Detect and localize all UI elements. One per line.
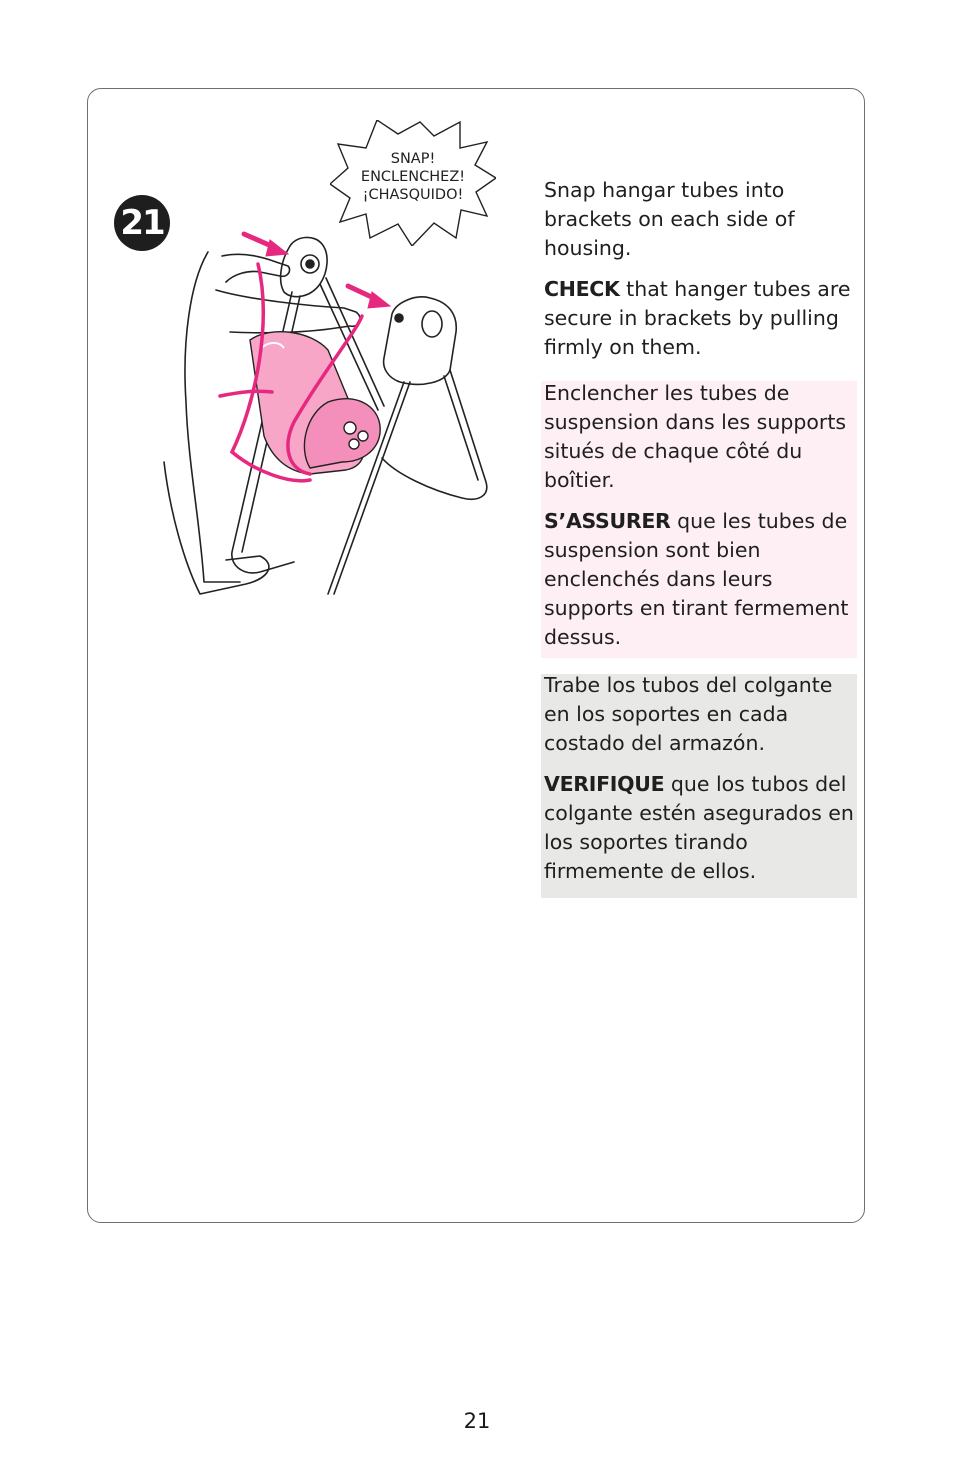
callout-line-2: ENCLENCHEZ! [360, 169, 466, 185]
spanish-check-text: que los tubos del colgante estén asegurados en los soportes tirando firmemente de ellos. [544, 772, 854, 883]
snap-callout-text [330, 150, 496, 204]
callout-line-3: ¡CHASQUIDO! [362, 187, 464, 203]
english-check-text: that hanger tubes are secure in brackets by pulling firmly on them. [544, 277, 851, 359]
spanish-paragraph-1: Trabe los tubos del colgante en los soportes en cada costado del armazón. [544, 673, 833, 755]
english-instructions [544, 176, 854, 362]
spanish-check-keyword: VERIFIQUE [544, 772, 665, 796]
spanish-paragraph-2 [544, 770, 854, 886]
french-paragraph-2 [544, 507, 854, 652]
french-check-keyword: S’ASSURER [544, 509, 671, 533]
page-number: 21 [463, 1409, 491, 1433]
callout-line-1: SNAP! [390, 151, 436, 167]
english-check-keyword: CHECK [544, 277, 620, 301]
swing-assembly-illustration [160, 222, 500, 602]
french-paragraph-1: Enclencher les tubes de suspension dans les supports situés de chaque côté du boîtier. [544, 381, 847, 492]
english-paragraph-2 [544, 275, 854, 362]
spanish-instructions [544, 671, 854, 886]
french-instructions [544, 379, 854, 652]
french-check-text: que les tubes de suspension sont bien enclenchés dans leurs supports en tirant fermement dessus. [544, 509, 849, 649]
step-number: 21 [120, 203, 164, 243]
english-paragraph-1: Snap hangar tubes into brackets on each side of housing. [544, 178, 795, 260]
